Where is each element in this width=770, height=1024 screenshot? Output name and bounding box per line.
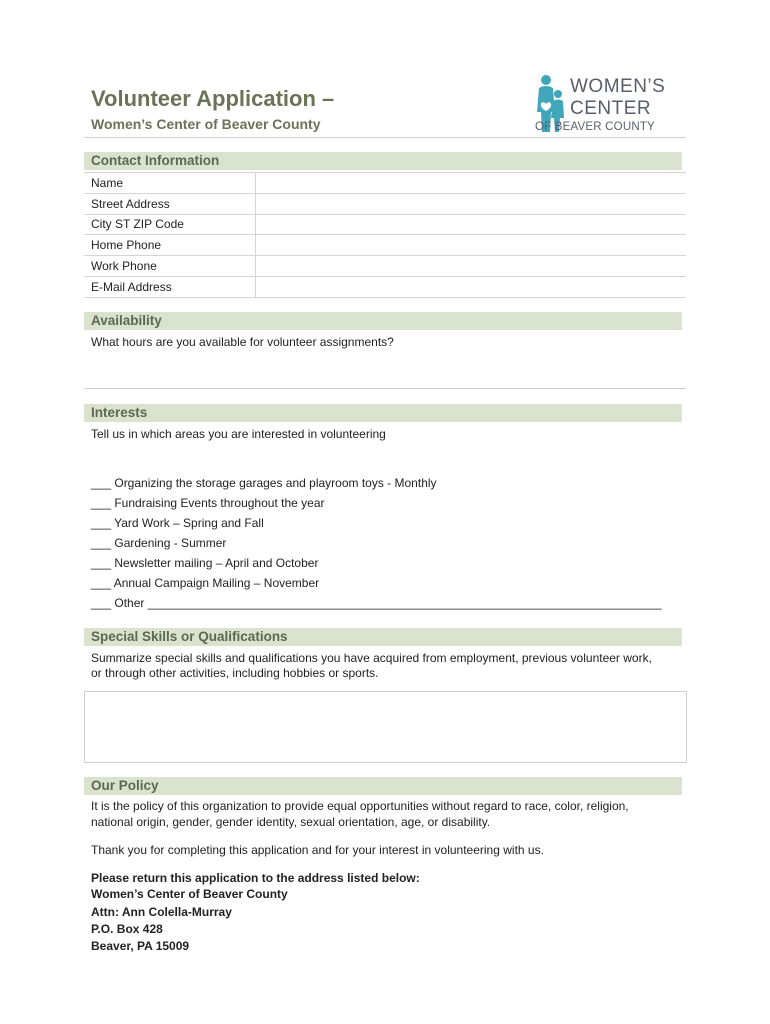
- work-phone-label: Work Phone: [84, 256, 256, 277]
- interests-section-heading: [84, 404, 682, 422]
- policy-text-line2: national origin, gender, gender identity, sexual orientation, age, or disability.: [91, 815, 491, 829]
- address-po-box: P.O. Box 428: [91, 922, 163, 936]
- contact-heading-label: Contact Information: [91, 153, 220, 168]
- table-row: [84, 235, 686, 256]
- policy-section-heading: [84, 777, 682, 795]
- skills-answer-box[interactable]: [84, 691, 687, 763]
- table-row: [84, 193, 686, 214]
- skills-prompt-line1: Summarize special skills and qualifications you have acquired from employment, previous volunteer work,: [91, 651, 652, 665]
- home-phone-label: Home Phone: [84, 235, 256, 256]
- interest-newsletter[interactable]: ___ Newsletter mailing – April and October: [91, 556, 319, 570]
- page-title: Volunteer Application –: [91, 86, 335, 111]
- table-row: [84, 173, 686, 194]
- availability-prompt: What hours are you available for volunteer assignments?: [91, 335, 394, 349]
- name-field[interactable]: [256, 173, 687, 194]
- title-divider: [84, 137, 686, 138]
- work-phone-field[interactable]: [256, 256, 687, 277]
- table-row: [84, 256, 686, 277]
- street-address-label: Street Address: [84, 193, 256, 214]
- return-instructions: Please return this application to the address listed below:: [91, 871, 420, 885]
- table-row: [84, 276, 686, 297]
- city-state-zip-field[interactable]: [256, 214, 687, 235]
- address-attention: Attn: Ann Colella-Murray: [91, 905, 232, 919]
- skills-heading-label: Special Skills or Qualifications: [91, 629, 288, 644]
- policy-heading-label: Our Policy: [91, 778, 159, 793]
- availability-answer-line[interactable]: [84, 388, 686, 389]
- contact-section-heading: [84, 152, 682, 170]
- policy-text-line1: It is the policy of this organization to provide equal opportunities without regard to race, color, religion,: [91, 799, 629, 813]
- interest-gardening[interactable]: ___ Gardening - Summer: [91, 536, 227, 550]
- city-state-zip-label: City ST ZIP Code: [84, 214, 256, 235]
- organization-logo: [533, 74, 683, 136]
- address-organization: Women’s Center of Beaver County: [91, 887, 288, 901]
- interest-annual-campaign[interactable]: ___ Annual Campaign Mailing – November: [91, 576, 320, 590]
- interest-other[interactable]: ___ Other _____________________________________________________________________________: [91, 596, 662, 610]
- availability-heading-label: Availability: [91, 313, 162, 328]
- interest-yard-work[interactable]: ___ Yard Work – Spring and Fall: [91, 516, 264, 530]
- page-subtitle: Women’s Center of Beaver County: [91, 116, 321, 132]
- interest-fundraising[interactable]: ___ Fundraising Events throughout the year: [91, 496, 325, 510]
- name-label: Name: [84, 173, 256, 194]
- logo-text-center: CENTER: [570, 98, 652, 119]
- address-city-state-zip: Beaver, PA 15009: [91, 939, 190, 953]
- thank-you-text: Thank you for completing this application and for your interest in volunteering with us.: [91, 843, 544, 857]
- contact-table: [84, 172, 686, 298]
- interests-heading-label: Interests: [91, 405, 148, 420]
- street-address-field[interactable]: [256, 193, 687, 214]
- table-row: [84, 214, 686, 235]
- availability-section-heading: [84, 312, 682, 330]
- email-address-field[interactable]: [256, 276, 687, 297]
- home-phone-field[interactable]: [256, 235, 687, 256]
- interests-prompt: Tell us in which areas you are interested in volunteering: [91, 427, 386, 441]
- skills-section-heading: [84, 628, 682, 646]
- email-address-label: E-Mail Address: [84, 276, 256, 297]
- logo-text-womens: WOMEN’S: [570, 76, 666, 97]
- interest-storage-garages[interactable]: ___ Organizing the storage garages and playroom toys - Monthly: [91, 476, 437, 490]
- skills-prompt-line2: or through other activities, including hobbies or sports.: [91, 666, 379, 680]
- logo-text-county: OF BEAVER COUNTY: [535, 121, 655, 133]
